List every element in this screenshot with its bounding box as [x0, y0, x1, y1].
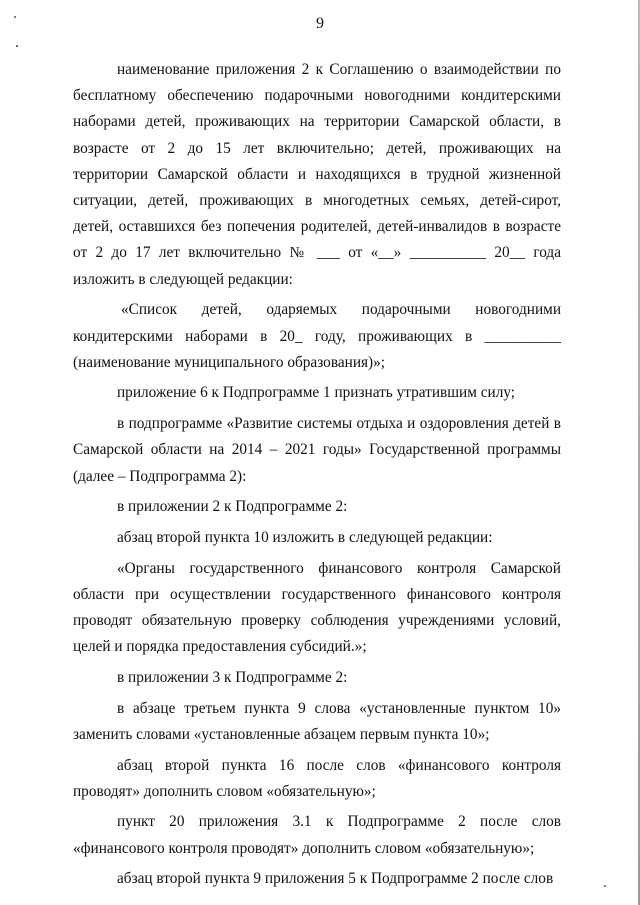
paragraph-item-20-change: пункт 20 приложения 3.1 к Подпрограмме 2 после слов «финансового контроля проводят» дополнить словом «обязательную»; — [73, 813, 561, 857]
paragraph-financial-control-quote: «Органы государственного финансового контроля Самарской области при осуществлении государственного финансового контроля проводят обязательную проверку соблюдения учреждениями условий, целей и порядка предоставления субсидий.»; — [73, 559, 561, 656]
scan-speck — [604, 885, 606, 887]
paragraph-appendix-6-void: приложение 6 к Подпрограмме 1 признать утратившим силу; — [117, 384, 516, 402]
paragraph-appendix-5-change: абзац второй пункта 9 приложения 5 к Подпрограмме 2 после слов — [117, 870, 554, 888]
scan-speck — [16, 45, 18, 47]
paragraph-subprogram-2-intro: в подпрограмме «Развитие системы отдыха и оздоровления детей в Самарской области на 2014 – 2021 годы» Государственной программы (далее – Подпрограмма 2): — [73, 415, 561, 485]
document-body — [73, 57, 561, 897]
paragraph-appendix-3-heading: в приложении 3 к Подпрограмме 2: — [117, 668, 348, 686]
paragraph-appendix-2-heading: в приложении 2 к Подпрограмме 2: — [117, 498, 348, 516]
paragraph-item-9-change: в абзаце третьем пункта 9 слова «установленные пунктом 10» заменить словами «установленные абзацем первым пункта 10»; — [73, 699, 561, 743]
scan-speck — [14, 16, 16, 18]
paragraph-children-list-title: «Список детей, одаряемых подарочными новогодними кондитерскими наборами в 20_ году, проживающих в __________ (наименование муниципального образования)»; — [73, 301, 561, 371]
paragraph-appendix-2-title: наименование приложения 2 к Соглашению о взаимодействии по бесплатному обеспечению подарочными новогодними кондитерскими наборами детей, проживающих на территории Самарской области, в возрасте от 2 до 15 лет включительно; детей, проживающих на территории Самарской области и находящихся в трудной жизненной ситуации, детей, проживающих в многодетных семьях, детей-сирот, детей, оставшихся без попечения родителей, детей-инвалидов в возрасте от 2 до 17 лет включительно № ___ от «__» __________ 20__ года изложить в следующей редакции: — [73, 61, 561, 288]
page-number: 9 — [316, 15, 324, 32]
paragraph-item-16-change: абзац второй пункта 16 после слов «финансового контроля проводят» дополнить словом «обязательную»; — [73, 756, 561, 800]
paragraph-item-10-change: абзац второй пункта 10 изложить в следующей редакции: — [117, 528, 493, 546]
